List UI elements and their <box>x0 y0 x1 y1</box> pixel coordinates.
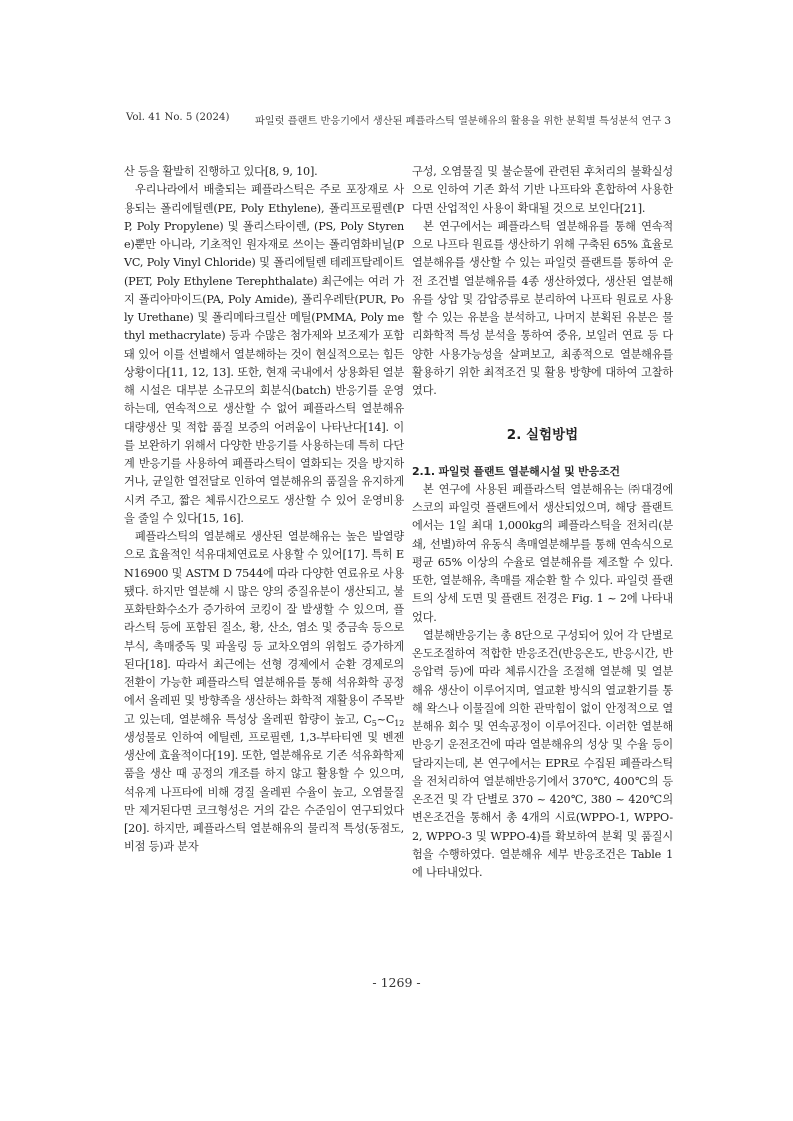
right-column <box>412 163 673 882</box>
paragraph: 본 연구에 사용된 폐플라스틱 열분해유는 ㈜대경에스코의 파일럿 플랜트에서 생산되었으며, 해당 플랜트에서는 1일 최대 1,000kg의 폐플라스틱을 전처리(분쇄, 선별)하여 유동식 촉매열분해부를 통해 연속식으로 평균 65% 이상의 수율로 열분해유를 제조할 수 있다. 또한, 열분해유, 촉매를 재순환 할 수 있다. 파일럿 플랜트의 상세 도면 및 플랜트 전경은 Fig. 1 ~ 2에 나타내었다. <box>412 482 673 624</box>
subsection-heading: 2.1. 파일럿 플랜트 열분해시설 및 반응조건 <box>412 464 620 478</box>
left-column <box>124 163 404 857</box>
section-heading: 2. 실험방법 <box>506 427 579 444</box>
page-number: - 1269 - <box>372 975 421 990</box>
paragraph: 열분해반응기는 총 8단으로 구성되어 있어 각 단별로 온도조절하여 적합한 반응조건(반응온도, 반응시간, 반응압력 등)에 따라 체류시간을 조절해 열분해 및 열분해유 생산이 이루어지며, 열교환 방식의 열교환기를 통해 왁스나 이물질에 의한 관막힘이 없이 안정적으로 열분해유 회수 및 연속공정이 이루어진다. 이러한 열분해반응기 운전조건에 따라 열분해유의 성상 및 수율 등이 달라지는데, 본 연구에서는 EPR로 수집된 폐플라스틱을 전처리하여 열분해반응기에서 370℃, 400℃의 등온조건 및 각 단별로 370 ~ 420℃, 380 ~ 420℃의 변온조건을 통해서 총 4개의 시료(WPPO-1, WPPO-2, WPPO-3 및 WPPO-4)를 확보하여 분획 및 품질시험을 수행하였다. 열분해유 세부 반응조건은 Table 1에 나타내었다. <box>412 628 673 879</box>
paragraph: 본 연구에서는 폐플라스틱 열분해유를 통해 연속적으로 나프타 원료를 생산하기 위해 구축된 65% 효율로 열분해유를 생산할 수 있는 파일럿 플랜트를 통하여 운전 조건별 열분해유를 4종 생산하였다, 생산된 열분해유를 상압 및 감압증류로 분리하여 나프타 원료로 사용할 수 있는 유분을 분석하고, 나머지 분획된 유분은 물리화학적 특성 분석을 통하여 중유, 보일러 연료 등 다양한 사용가능성을 살펴보고, 최종적으로 열분해유를 활용하기 위한 최적조건 및 활용 방향에 대하여 고찰하였다. <box>412 219 673 397</box>
paragraph-text: 생성물로 인하여 에틸렌, 프로필렌, 1,3-부타티엔 및 벤젠 생산에 효율적이다[19]. 또한, 열분해유로 기존 석유화학제품을 생산 때 공정의 개조를 하지 않고 활용할 수 있으며, 석유계 나프타에 비해 경질 올레핀 수율이 높고, 오염물질만 제거된다면 코크형성은 거의 같은 수준임이 연구되었다[20]. 하지만, 폐플라스틱 열분해유의 물리적 특성(동점도, 비점 등)과 분자 <box>124 730 404 854</box>
paragraph: 산 등을 활발히 진행하고 있다[8, 9, 10]. <box>124 165 318 178</box>
subscript: 12 <box>394 718 404 728</box>
paragraph-text: ~C <box>376 712 395 726</box>
paragraph: 구성, 오염물질 및 불순물에 관련된 후처리의 불확실성으로 인하여 기존 화석 기반 나프타와 혼합하여 사용한다면 산업적인 사용이 확대될 것으로 보인다[21]. <box>412 165 673 215</box>
paragraph <box>124 528 404 857</box>
journal-volume: Vol. 41 No. 5 (2024) <box>126 112 230 123</box>
paragraph-text: 폐플라스틱의 열분해로 생산된 열분해유는 높은 발열량으로 효율적인 석유대체연료로 사용할 수 있어[17]. 특히 EN16900 및 ASTM D 7544에 따라 다양한 연료유로 사용됐다. 하지만 열분해 시 많은 양의 중질유분이 생산되고, 불포화탄화수소가 증가하여 코킹이 잘 발생할 수 있으며, 플라스틱 등에 포함된 질소, 황, 산소, 염소 및 중금속 등으로 부식, 촉매중독 및 파울링 등 교차오염의 위험도 증가하게 된다[18]. 따라서 최근에는 선형 경제에서 순환 경제로의 전환이 가능한 폐플라스틱 열분해유를 통해 석유화학 공정에서 올레핀 및 방향족을 생산하는 화학적 재활용이 주목받고 있는데, 열분해유 특성상 올레핀 함량이 높고, C <box>124 530 404 726</box>
paragraph: 우리나라에서 배출되는 폐플라스틱은 주로 포장재로 사용되는 폴리에틸렌(PE, Poly Ethylene), 폴리프로필렌(PP, Poly Propylene) 및 폴리스타이렌, (PS, Poly Styrene)뿐만 아니라, 기초적인 원자재로 쓰이는 폴리염화비닐(PVC, Poly Vinyl Chloride) 및 폴리에틸렌 테레프탈레이트(PET, Poly Ethylene Terephthalate) 최근에는 여러 가지 폴리아마이드(PA, Poly Amide), 폴리우레탄(PUR, Poly Urethane) 및 폴리메타크릴산 메틸(PMMA, Poly methyl methacrylate) 등과 수많은 첨가제와 보조제가 포함돼 있어 이를 선별해서 열분해하는 것이 현실적으로는 힘든 상황이다[11, 12, 13]. 또한, 현재 국내에서 상용화된 열분해 시설은 대부분 소규모의 회분식(batch) 반응기를 운영하는데, 연속적으로 생산할 수 없어 폐플라스틱 열분해유 대량생산 및 적합 품질 보증의 어려움이 나타난다[14]. 이를 보완하기 위해서 다양한 반응기를 사용하는데 특히 다단계 반응기를 사용하여 폐플라스틱이 열화되는 것을 방지하거나, 균일한 열전달로 인하여 열분해유의 품질을 유지하게 시켜 주고, 짧은 체류시간으로도 생산할 수 있어 운영비용을 줄일 수 있다[15, 16]. <box>124 183 404 525</box>
subscript: 5 <box>371 718 377 728</box>
running-header <box>126 112 671 128</box>
running-title: 파일럿 플랜트 반응기에서 생산된 폐플라스틱 열분해유의 활용을 위한 분획별 특성분석 연구 3 <box>254 116 671 127</box>
